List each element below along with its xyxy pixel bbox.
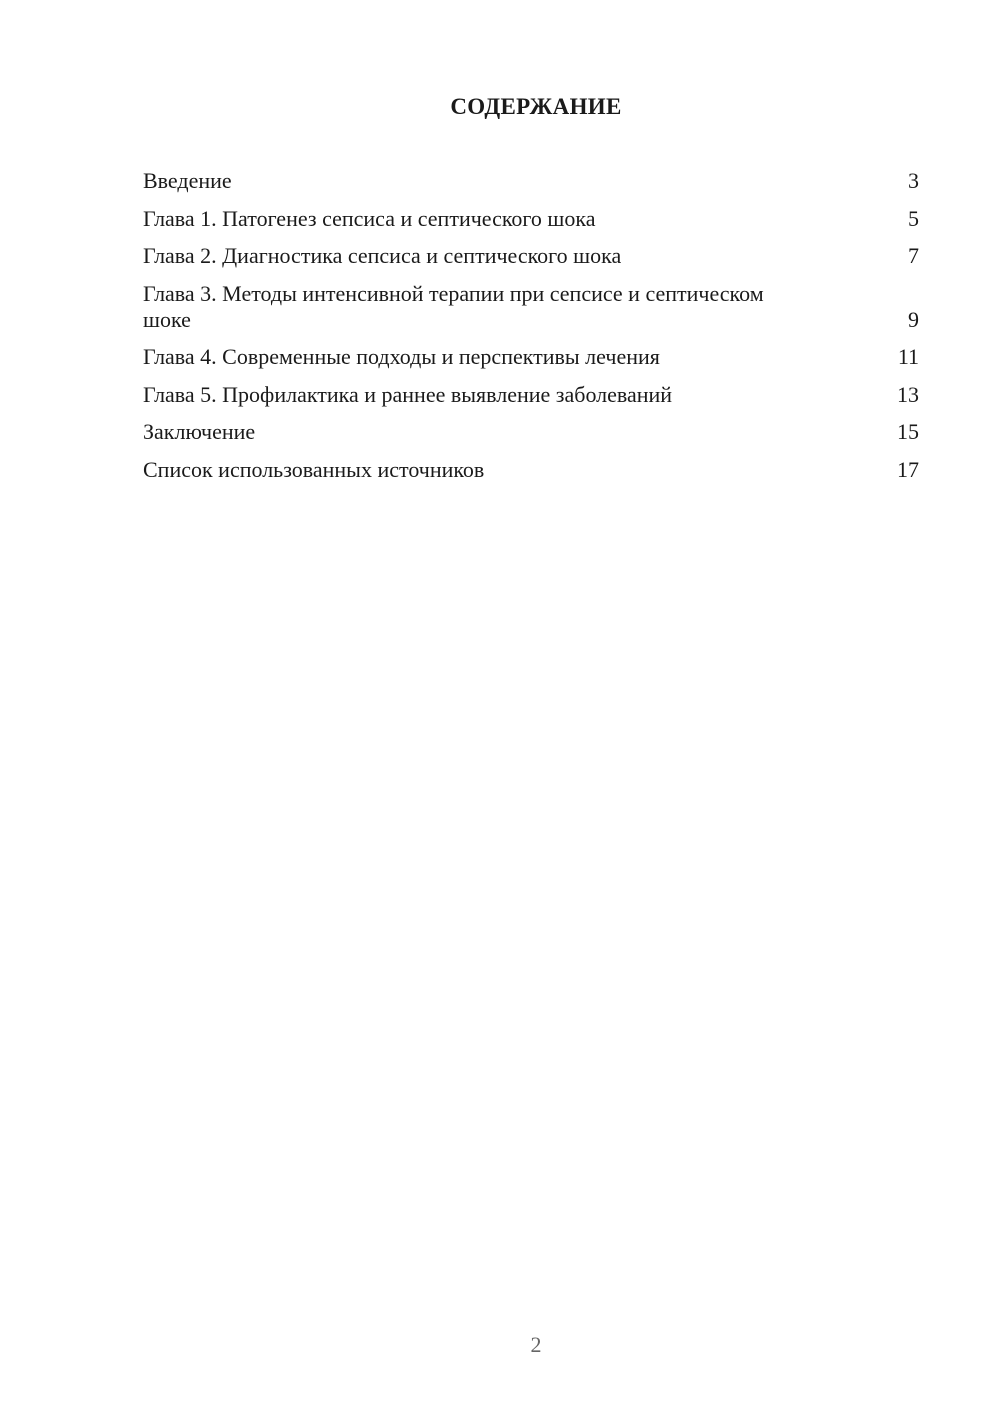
toc-entry-page: 7 [908,243,919,268]
toc-entry-page: 5 [908,205,919,231]
toc-entry [143,281,919,333]
toc-entry [143,344,919,370]
toc-entry-label: Глава 4. Современные подходы и перспективы лечения [143,344,660,369]
toc-entry-label: Глава 1. Патогенез сепсиса и септического шока [143,205,596,231]
toc-entry [143,457,919,483]
toc-title: СОДЕРЖАНИЕ [450,94,622,119]
toc-entry-page: 11 [897,344,919,369]
toc-entry-label: Глава 5. Профилактика и раннее выявление заболеваний [143,381,673,407]
toc-entry-label: Глава 3. Методы интенсивной терапии при сепсисе и септическом шоке [143,280,764,332]
toc-entry-label: Список использованных источников [143,456,485,482]
toc-entry [143,206,919,232]
toc-entry [143,168,919,194]
toc-entry-page: 13 [897,381,919,407]
toc-entry-page: 15 [897,419,919,444]
toc-entry-label: Глава 2. Диагностика сепсиса и септического шока [143,243,622,268]
table-of-contents [143,168,919,494]
toc-entry [143,382,919,408]
toc-entry-page: 9 [908,306,919,332]
page-number: 2 [530,1332,542,1357]
toc-entry [143,419,919,445]
toc-entry [143,243,919,269]
toc-entry-label: Введение [143,168,232,193]
toc-entry-label: Заключение [143,419,256,444]
toc-entry-page: 3 [908,168,919,193]
toc-entry-page: 17 [897,456,919,482]
